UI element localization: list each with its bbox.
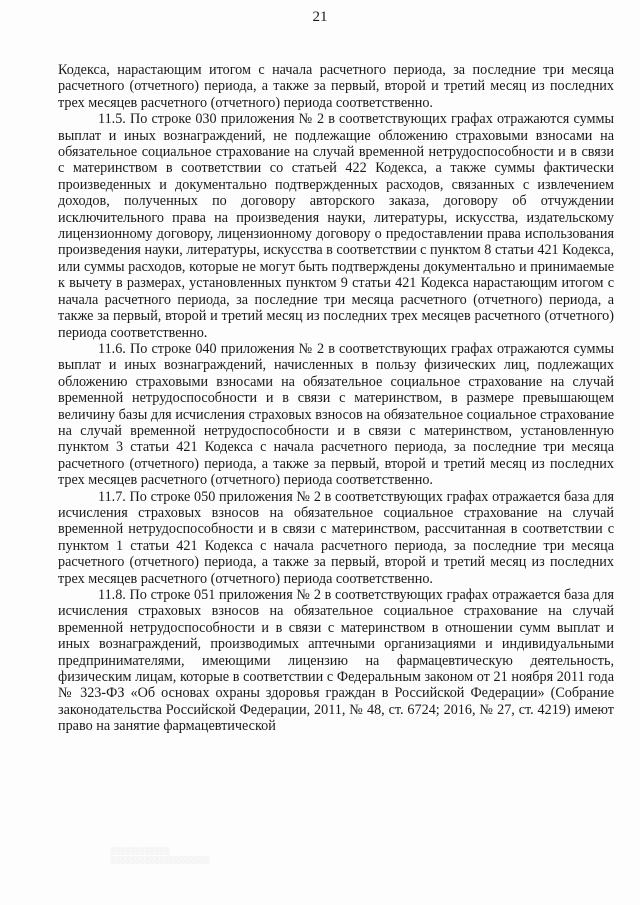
page-number: 21 bbox=[312, 9, 328, 25]
paragraph-11-8: 11.8. По строке 051 приложения № 2 в соответствующих графах отражается база для исчисления страховых взносов на обязательное социальное страхование на случай временной нетрудоспособности и в связи с материнством в отношении сумм выплат и иных вознаграждений, производимых аптечными организациями и индивидуальными предпринимателями, имеющими лицензию на фармацевтическую деятельность, физическим лицам, которые в соответствии с Федеральным законом от 21 ноября 2011 года № 323-ФЗ «Об основах охраны здоровья граждан в Российской Федерации» (Собрание законодательства Российской Федерации, 2011, № 48, ст. 6724; 2016, № 27, ст. 4219) имеют право на занятие фармацевтической bbox=[58, 587, 614, 735]
paragraph-11-6: 11.6. По строке 040 приложения № 2 в соответствующих графах отражаются суммы выплат и иных вознаграждений, начисленных в пользу физических лиц, подлежащих обложению страховыми взносами на обязательное социальное страхование на случай временной нетрудоспособности и в связи с материнством, в размере превышающем величину базы для исчисления страховых взносов на обязательное социальное страхование на случай временной нетрудоспособности и в связи с материнством, установленную пунктом 3 статьи 421 Кодекса с начала расчетного периода, за последние три месяца расчетного (отчетного) периода, а также за первый, второй и третий месяц из последних трех месяцев расчетного (отчетного) периода соответственно. bbox=[58, 340, 614, 489]
document-body bbox=[58, 62, 614, 735]
paragraph-11-7: 11.7. По строке 050 приложения № 2 в соответствующих графах отражается база для исчисления страховых взносов на обязательное социальное страхование на случай временной нетрудоспособности и в связи с материнством, рассчитанная в соответствии с пунктом 1 статьи 421 Кодекса с начала расчетного периода, за последние три месяца расчетного (отчетного) периода, а также за первый, второй и третий месяц из последних трех месяцев расчетного (отчетного) периода соответственно. bbox=[58, 488, 614, 587]
paragraph-continuation: Кодекса, нарастающим итогом с начала расчетного периода, за последние три месяца расчетного (отчетного) периода, а также за первый, второй и третий месяц из последних трех месяцев расчетного (отчетного) периода соответственно. bbox=[58, 62, 614, 111]
paragraph-11-5: 11.5. По строке 030 приложения № 2 в соответствующих графах отражаются суммы выплат и иных вознаграждений, не подлежащие обложению страховыми взносами на обязательное социальное страхование на случай временной нетрудоспособности и в связи с материнством в соответствии со статьей 422 Кодекса, а также суммы фактически произведенных и документально подтвержденных расходов, связанных с извлечением доходов, полученных по договору авторского заказа, договору об отчуждении исключительного права на произведения науки, литературы, искусства, издательскому лицензионному договору, лицензионному договору о предоставлении права использования произведения науки, литературы, искусства в соответствии с пунктом 8 статьи 421 Кодекса, или суммы расходов, которые не могут быть подтверждены документально и принимаемые к вычету в размерах, установленных пунктом 9 статьи 421 Кодекса нарастающим итогом с начала расчетного периода, за последние три месяца расчетного (отчетного) периода, а также за первый, второй и третий месяц из последних трех месяцев расчетного (отчетного) периода соответственно. bbox=[58, 111, 614, 341]
faint-stamp-mark: ░░░░░░░░░░░░ ░░░░░░░░░░░░░░░░░░░░ bbox=[110, 848, 210, 864]
